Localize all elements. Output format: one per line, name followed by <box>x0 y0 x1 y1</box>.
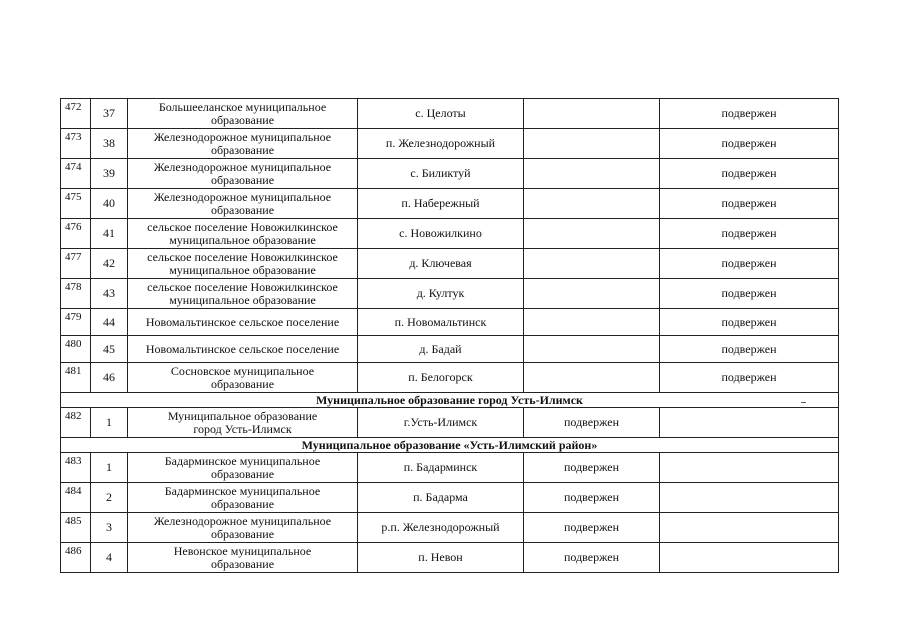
table-row <box>61 543 839 573</box>
municipality-line: Железнодорожное муниципальное <box>153 189 332 204</box>
table-row <box>61 483 839 513</box>
table-row <box>61 279 839 309</box>
status-cell-1 <box>524 249 660 279</box>
municipality-line: образование <box>210 496 275 511</box>
status-cell-1: подвержен <box>524 453 660 483</box>
municipality-line: образование <box>210 202 275 217</box>
municipality-cell <box>128 336 358 363</box>
table-row <box>61 363 839 393</box>
table-row <box>61 513 839 543</box>
table-row <box>61 309 839 336</box>
municipality-line: муниципальное образование <box>169 262 316 277</box>
municipality-line: образование <box>210 376 275 391</box>
municipality-cell <box>128 408 358 438</box>
row-number: 483 <box>61 453 91 483</box>
settlement-cell: п. Новомальтинск <box>358 309 524 336</box>
municipality-line: Железнодорожное муниципальное <box>153 513 332 528</box>
municipality-cell <box>128 159 358 189</box>
settlement-cell: п. Бадарминск <box>358 453 524 483</box>
table-body <box>61 99 839 573</box>
row-number: 485 <box>61 513 91 543</box>
settlement-cell: д. Ключевая <box>358 249 524 279</box>
status-cell-1 <box>524 336 660 363</box>
municipality-line: сельское поселение Новожилкинское <box>147 249 338 264</box>
row-index: 37 <box>91 99 128 129</box>
settlement-cell: с. Целоты <box>358 99 524 129</box>
municipality-cell <box>128 543 358 573</box>
row-index: 41 <box>91 219 128 249</box>
municipality-line: образование <box>210 466 275 481</box>
municipality-cell <box>128 513 358 543</box>
settlement-cell: д. Бадай <box>358 336 524 363</box>
status-cell-2: подвержен <box>660 99 839 129</box>
municipality-cell <box>128 249 358 279</box>
municipality-cell <box>128 99 358 129</box>
municipality-line: Невонское муниципальное <box>173 543 312 558</box>
settlement-cell: с. Новожилкино <box>358 219 524 249</box>
section-title: Муниципальное образование «Усть-Илимский район» <box>61 438 839 453</box>
row-index: 40 <box>91 189 128 219</box>
table-row <box>61 189 839 219</box>
status-cell-2 <box>660 543 839 573</box>
municipality-cell <box>128 309 358 336</box>
status-cell-1 <box>524 279 660 309</box>
municipality-cell <box>128 279 358 309</box>
scan-artifact-mark <box>801 402 806 403</box>
status-cell-2: подвержен <box>660 249 839 279</box>
municipality-line: Железнодорожное муниципальное <box>153 129 332 144</box>
municipality-line: Новомальтинское сельское поселение <box>145 341 340 356</box>
status-cell-1: подвержен <box>524 543 660 573</box>
row-index: 2 <box>91 483 128 513</box>
municipality-cell <box>128 363 358 393</box>
municipality-line: Бадарминское муниципальное <box>164 483 321 498</box>
row-index: 1 <box>91 453 128 483</box>
settlement-cell: п. Бадарма <box>358 483 524 513</box>
table-row <box>61 99 839 129</box>
municipality-line: муниципальное образование <box>169 292 316 307</box>
row-number: 474 <box>61 159 91 189</box>
status-cell-2: подвержен <box>660 219 839 249</box>
settlement-cell: п. Железнодорожный <box>358 129 524 159</box>
row-number: 473 <box>61 129 91 159</box>
settlement-cell: с. Биликтуй <box>358 159 524 189</box>
row-index: 3 <box>91 513 128 543</box>
status-cell-1 <box>524 363 660 393</box>
status-cell-2: подвержен <box>660 189 839 219</box>
settlements-table <box>60 98 839 573</box>
municipality-line: Большееланское муниципальное <box>158 99 327 114</box>
row-index: 45 <box>91 336 128 363</box>
row-index: 1 <box>91 408 128 438</box>
status-cell-1: подвержен <box>524 483 660 513</box>
row-number: 482 <box>61 408 91 438</box>
municipality-cell <box>128 129 358 159</box>
municipality-line: образование <box>210 142 275 157</box>
table-row <box>61 129 839 159</box>
status-cell-2: подвержен <box>660 309 839 336</box>
section-header-row <box>61 393 839 408</box>
row-index: 4 <box>91 543 128 573</box>
settlement-cell: г.Усть-Илимск <box>358 408 524 438</box>
status-cell-2: подвержен <box>660 363 839 393</box>
municipality-line: Сосновское муниципальное <box>170 363 315 378</box>
settlement-cell: п. Набережный <box>358 189 524 219</box>
status-cell-1: подвержен <box>524 513 660 543</box>
municipality-cell <box>128 189 358 219</box>
status-cell-2 <box>660 408 839 438</box>
municipality-line: сельское поселение Новожилкинское <box>147 219 338 234</box>
status-cell-1 <box>524 129 660 159</box>
row-number: 484 <box>61 483 91 513</box>
status-cell-2: подвержен <box>660 336 839 363</box>
municipality-line: образование <box>210 526 275 541</box>
section-title: Муниципальное образование город Усть-Илимск <box>61 393 839 408</box>
table-row <box>61 159 839 189</box>
municipality-cell <box>128 219 358 249</box>
municipality-line: Железнодорожное муниципальное <box>153 159 332 174</box>
municipality-line: Муниципальное образование <box>167 408 318 423</box>
municipality-line: Бадарминское муниципальное <box>164 453 321 468</box>
status-cell-2: подвержен <box>660 159 839 189</box>
status-cell-1 <box>524 159 660 189</box>
row-index: 43 <box>91 279 128 309</box>
table-row <box>61 453 839 483</box>
municipality-line: муниципальное образование <box>169 232 316 247</box>
municipality-line: Новомальтинское сельское поселение <box>145 314 340 329</box>
row-number: 475 <box>61 189 91 219</box>
status-cell-1 <box>524 189 660 219</box>
status-cell-2 <box>660 453 839 483</box>
row-number: 479 <box>61 309 91 336</box>
settlement-cell: п. Невон <box>358 543 524 573</box>
table-row <box>61 408 839 438</box>
status-cell-1 <box>524 219 660 249</box>
row-number: 480 <box>61 336 91 363</box>
table-row <box>61 219 839 249</box>
section-header-row <box>61 438 839 453</box>
settlement-cell: д. Култук <box>358 279 524 309</box>
municipality-line: образование <box>210 112 275 127</box>
table-row <box>61 249 839 279</box>
municipality-cell <box>128 483 358 513</box>
row-number: 472 <box>61 99 91 129</box>
row-number: 481 <box>61 363 91 393</box>
municipality-line: образование <box>210 172 275 187</box>
status-cell-2 <box>660 513 839 543</box>
row-number: 477 <box>61 249 91 279</box>
row-index: 39 <box>91 159 128 189</box>
municipality-line: сельское поселение Новожилкинское <box>147 279 338 294</box>
status-cell-2: подвержен <box>660 129 839 159</box>
row-index: 38 <box>91 129 128 159</box>
status-cell-2: подвержен <box>660 279 839 309</box>
status-cell-1: подвержен <box>524 408 660 438</box>
table-row <box>61 336 839 363</box>
status-cell-1 <box>524 309 660 336</box>
settlement-cell: р.п. Железнодорожный <box>358 513 524 543</box>
status-cell-1 <box>524 99 660 129</box>
row-index: 42 <box>91 249 128 279</box>
row-number: 478 <box>61 279 91 309</box>
status-cell-2 <box>660 483 839 513</box>
row-number: 476 <box>61 219 91 249</box>
municipality-line: образование <box>210 556 275 571</box>
row-index: 46 <box>91 363 128 393</box>
row-number: 486 <box>61 543 91 573</box>
municipality-cell <box>128 453 358 483</box>
settlement-cell: п. Белогорск <box>358 363 524 393</box>
row-index: 44 <box>91 309 128 336</box>
municipality-line: город Усть-Илимск <box>193 421 292 436</box>
